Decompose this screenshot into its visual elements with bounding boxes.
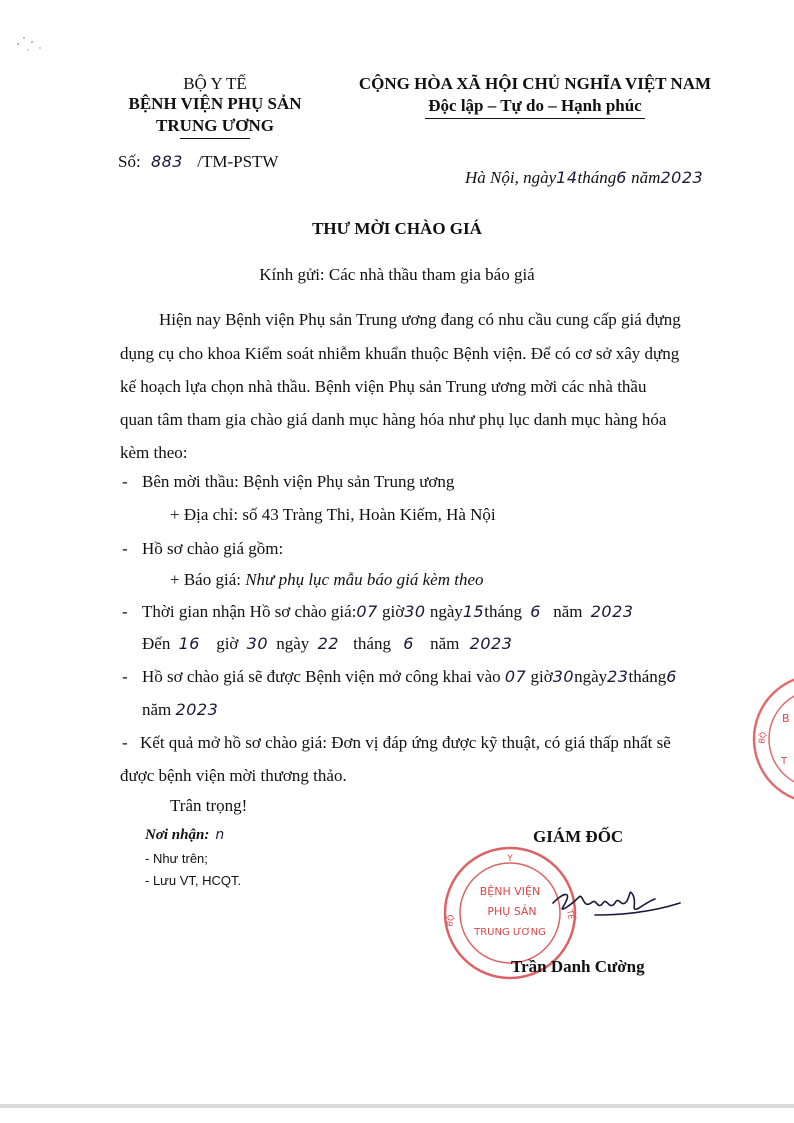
intro-line-4: quan tâm tham gia chào giá danh mục hàng hóa như phụ lục danh mục hàng hóa	[120, 410, 667, 429]
svg-text:Y: Y	[507, 854, 513, 864]
scan-speckles	[10, 30, 50, 60]
svg-text:BỘ: BỘ	[757, 731, 769, 745]
header-right-rule	[425, 118, 645, 119]
recipient-line: Kính gửi: Các nhà thầu tham gia báo giá	[259, 265, 535, 284]
svg-text:T: T	[781, 756, 788, 767]
svg-text:TẾ: TẾ	[565, 908, 576, 921]
receive-time-line: Thời gian nhận Hồ sơ chào giá:07 giờ30 ngày15tháng 6 năm 2023	[142, 602, 634, 621]
item-dash: -	[122, 733, 128, 752]
until-time-line: Đến 16 giờ 30 ngày 22 tháng 6 năm 2023	[142, 634, 513, 653]
scan-edge	[0, 1104, 794, 1108]
intro-line-5: kèm theo:	[120, 443, 188, 462]
signer-title: GIÁM ĐỐC	[533, 827, 624, 846]
recipient-1: - Như trên;	[145, 851, 208, 866]
item-dash: -	[122, 602, 128, 621]
recipients-label: Nơi nhận: n	[145, 827, 225, 843]
signer-name: Trần Danh Cường	[511, 957, 645, 976]
ministry-name: BỘ Y TẾ	[183, 74, 247, 93]
result-line-2: được bệnh viện mời thương thảo.	[120, 766, 347, 785]
open-year-line: năm 2023	[142, 700, 219, 719]
address-line: + Địa chỉ: số 43 Tràng Thi, Hoàn Kiếm, Hà Nội	[170, 505, 496, 524]
svg-text:BỆNH VIỆN: BỆNH VIỆN	[479, 885, 541, 898]
item-dash: -	[122, 667, 128, 686]
signature	[545, 875, 685, 930]
recipient-2: - Lưu VT, HCQT.	[145, 873, 242, 888]
closing-greeting: Trân trọng!	[170, 796, 248, 815]
svg-text:BỘ: BỘ	[445, 913, 456, 928]
svg-text:PHỤ SẢN: PHỤ SẢN	[487, 905, 537, 918]
svg-text:TRUNG ƯƠNG: TRUNG ƯƠNG	[474, 927, 546, 938]
recipients-mark: n	[215, 827, 225, 843]
header-left-rule	[180, 138, 250, 139]
result-line-1: Kết quả mở hồ sơ chào giá: Đơn vị đáp ứng được kỹ thuật, có giá thấp nhất sẽ	[140, 733, 671, 752]
national-motto: Độc lập – Tự do – Hạnh phúc	[428, 96, 642, 115]
intro-line-3: kế hoạch lựa chọn nhà thầu. Bệnh viện Phụ sản Trung ương mời các nhà thầu	[120, 377, 647, 396]
item-dash: -	[122, 472, 128, 491]
dossier-line: Hồ sơ chào giá gồm:	[142, 539, 284, 558]
svg-text:B: B	[782, 712, 790, 725]
item-dash: -	[122, 539, 128, 558]
quote-line: + Báo giá: Như phụ lục mẫu báo giá kèm theo	[170, 570, 484, 589]
document-title: THƯ MỜI CHÀO GIÁ	[312, 219, 482, 238]
document-date: Hà Nội, ngày14tháng6 năm2023	[465, 168, 704, 187]
intro-line-2: dụng cụ cho khoa Kiểm soát nhiễm khuẩn thuộc Bệnh viện. Để có cơ sở xây dựng	[120, 344, 680, 363]
inviter-line: Bên mời thầu: Bệnh viện Phụ sản Trung ương	[142, 472, 455, 491]
hospital-name-line2: TRUNG ƯƠNG	[156, 116, 274, 135]
hospital-name-line1: BỆNH VIỆN PHỤ SẢN	[128, 94, 302, 113]
partial-stamp	[748, 672, 794, 806]
document-number-value: 883	[150, 152, 183, 171]
republic-name: CỘNG HÒA XÃ HỘI CHỦ NGHĨA VIỆT NAM	[358, 74, 712, 93]
document-number: Số: 883 /TM-PSTW	[118, 152, 279, 171]
open-time-line: Hồ sơ chào giá sẽ được Bệnh viện mở công khai vào 07 giờ30ngày23tháng6	[142, 667, 677, 686]
intro-line-1: Hiện nay Bệnh viện Phụ sản Trung ương đang có nhu cầu cung cấp giá đựng	[159, 310, 681, 329]
